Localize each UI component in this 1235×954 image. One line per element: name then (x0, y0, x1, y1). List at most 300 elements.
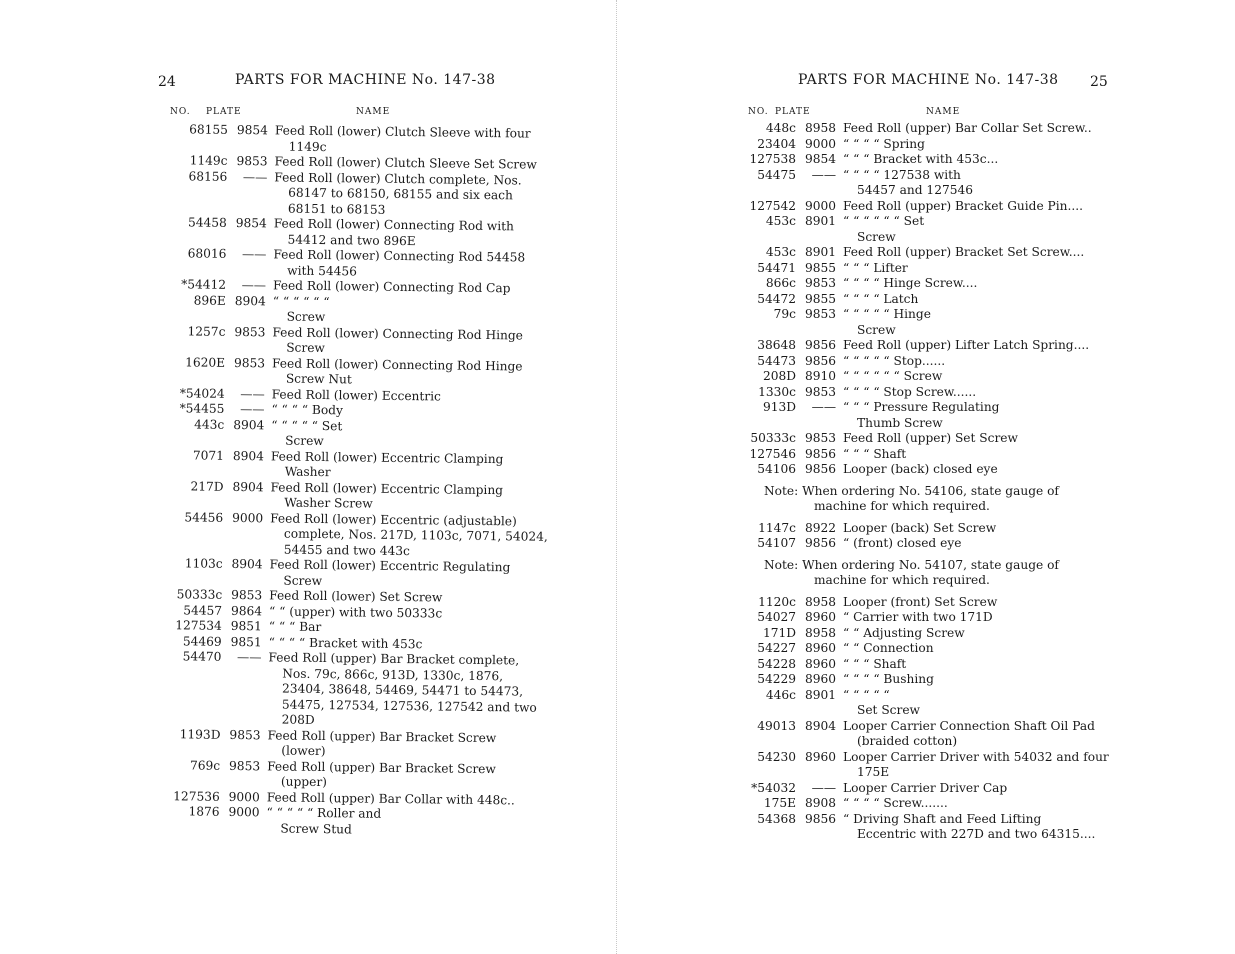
part-number: 54456 (184, 509, 224, 525)
plate-number: 8958 (804, 594, 836, 609)
part-row (156, 246, 526, 281)
plate-number: 8960 (804, 656, 836, 671)
part-name-line: 175E (857, 765, 890, 779)
part-name-line: 54475, 127534, 127536, 127542 and two (281, 697, 537, 715)
part-name-line: “ Driving Shaft and Feed Lifting (843, 811, 1042, 826)
part-name (843, 385, 1088, 401)
plate-number: —— (240, 402, 265, 417)
part-number: 1876 (188, 804, 220, 819)
part-number: 443c (194, 416, 225, 432)
part-name-line: Screw (283, 573, 323, 588)
part-name-line: “ “ “ Bar (268, 619, 322, 635)
plate-number: 8910 (804, 369, 836, 383)
part-name (843, 626, 1088, 642)
part-row (726, 536, 1078, 552)
part-row (726, 796, 1078, 812)
part-row (726, 431, 1078, 447)
part-number: 127542 (749, 198, 796, 213)
part-name-line: Looper Carrier Driver with 54032 and four (843, 749, 1109, 764)
part-name-line: (braided cotton) (857, 734, 958, 748)
part-name-line: 54455 and two 443c (283, 542, 410, 558)
part-number: *54412 (181, 277, 227, 292)
plate-number: 9853 (804, 431, 836, 445)
part-name-line: Screw (286, 309, 326, 325)
part-row (154, 447, 514, 482)
part-row (152, 556, 512, 591)
plate-number: 9853 (231, 587, 263, 603)
part-name (843, 447, 1088, 463)
part-name (843, 168, 1088, 199)
part-name-line: Feed Roll (upper) Bracket Guide Pin.... (843, 198, 1084, 213)
part-name-line: Looper (front) Set Screw (843, 594, 998, 609)
part-row (726, 369, 1078, 385)
part-number: 1149c (189, 153, 228, 168)
part-name-line: Feed Roll (lower) Eccentric Clamping (270, 448, 504, 466)
part-name-line: “ “ “ “ Screw....... (843, 796, 948, 810)
part-name-line: Washer (284, 464, 331, 480)
part-name-line: Feed Roll (lower) Eccentric Clamping (270, 479, 504, 497)
part-number: 453c (765, 214, 796, 228)
part-name-line: Feed Roll (lower) Connecting Rod Hinge (272, 324, 523, 342)
plate-number: 9000 (228, 804, 260, 820)
part-name-line: “ “ “ “ Bracket with 453c (268, 634, 423, 651)
part-name (267, 759, 512, 793)
part-name-line: “ (front) closed eye (843, 536, 962, 550)
plate-number: 8901 (804, 214, 836, 228)
part-number: 68156 (188, 168, 228, 184)
part-number: 217D (190, 478, 224, 494)
part-row (156, 215, 516, 250)
part-number: 175E (763, 796, 796, 810)
part-name-line: “ “ Connection (843, 641, 934, 655)
part-number: 54230 (757, 749, 796, 764)
ordering-note (726, 478, 1078, 521)
page-number: 24 (158, 74, 176, 90)
plate-number: 9000 (228, 789, 260, 804)
part-name-line: “ “ “ “ Hinge Screw.... (843, 276, 978, 290)
part-name-line: Feed Roll (upper) Bar Bracket Screw (267, 758, 496, 776)
part-name (843, 718, 1095, 750)
part-name (274, 123, 531, 157)
note-line: Note: When ordering No. 54107, state gauge of (764, 557, 1059, 572)
plate-number: —— (811, 780, 836, 795)
part-number: 1330c (758, 384, 796, 399)
part-row (726, 688, 1078, 719)
part-name (843, 811, 1096, 843)
part-number: 54107 (757, 536, 796, 550)
part-name-line: Looper Carrier Driver Cap (843, 780, 1008, 795)
part-name-line: “ “ “ “ “ Stop...... (843, 353, 946, 368)
part-name-line: Feed Roll (lower) Clutch complete, Nos. (274, 169, 522, 187)
plate-number: —— (811, 400, 836, 414)
part-row (150, 726, 510, 761)
plate-number: 9856 (804, 446, 836, 461)
parts-list (726, 121, 1109, 843)
left-page (0, 0, 617, 954)
part-row (726, 307, 1078, 338)
part-name (843, 641, 1088, 657)
plate-number: 9864 (230, 603, 263, 618)
part-name-line: Screw (285, 433, 324, 449)
part-name-line: 68147 to 68150, 68155 and six each (288, 185, 513, 203)
column-header-no: NO. (170, 107, 191, 117)
part-name-line: 208D (281, 712, 315, 727)
part-name (274, 170, 520, 219)
plate-number: 8904 (233, 417, 265, 432)
part-name (843, 261, 1088, 277)
part-number: 50333c (176, 587, 223, 602)
part-name-line: “ “ “ “ Stop Screw...... (843, 384, 977, 399)
part-name-line: “ “ “ “ “ (843, 687, 890, 702)
plate-number: 9853 (229, 758, 261, 773)
plate-number: 9855 (804, 291, 836, 306)
part-row (726, 595, 1078, 611)
part-number: *54032 (751, 780, 796, 795)
part-name (843, 214, 1088, 245)
part-row (153, 478, 513, 513)
part-name-line: complete, Nos. 217D, 1103c, 7071, 54024, (283, 526, 548, 544)
part-row (726, 198, 1084, 215)
part-name-line: “ “ “ “ 127538 with (843, 167, 961, 182)
part-name (266, 805, 511, 839)
part-name (843, 137, 1088, 153)
part-row (726, 245, 1085, 261)
part-name-line: Screw Stud (280, 821, 352, 836)
part-number: 54472 (757, 291, 796, 306)
part-name (843, 462, 1088, 478)
part-name (843, 292, 1088, 308)
part-number: 7071 (192, 447, 225, 463)
part-row (726, 626, 1078, 642)
part-number: 769c (189, 757, 221, 773)
part-number: 896E (193, 292, 226, 308)
part-name-line: “ “ “ “ Spring (843, 136, 925, 151)
part-name (843, 610, 1088, 626)
part-row (150, 757, 510, 792)
part-name-line: Feed Roll (upper) Set Screw (843, 431, 1018, 445)
plate-number: 9853 (804, 384, 836, 399)
plate-number: 9853 (236, 153, 268, 169)
plate-number: 8904 (232, 448, 265, 463)
plate-number: 9856 (804, 353, 836, 368)
part-number: 1257c (187, 323, 226, 339)
parts-list (149, 122, 548, 839)
part-row (726, 641, 1078, 657)
part-row (726, 462, 1078, 478)
part-name-line: Feed Roll (lower) Connecting Rod Hinge (271, 355, 523, 373)
part-name-line: Screw (857, 322, 896, 337)
note-line: Note: When ordering No. 54106, state gauge of (764, 483, 1059, 498)
part-row (726, 521, 1078, 537)
part-number: 127538 (749, 152, 796, 166)
part-row (158, 122, 531, 157)
part-row (726, 447, 1078, 463)
part-row (149, 804, 509, 839)
part-row (726, 168, 1078, 199)
part-number: 54458 (187, 215, 227, 230)
part-name (843, 199, 1088, 215)
part-name (843, 276, 1088, 292)
part-row (726, 137, 1078, 153)
part-number: 54106 (757, 462, 796, 476)
column-header-plate: PLATE (775, 107, 811, 117)
part-name-line: “ “ “ “ “ “ Set (843, 214, 925, 228)
part-number: 1120c (758, 594, 796, 609)
part-number: *54024 (179, 385, 225, 401)
part-name-line: “ “ “ Bracket with 453c... (843, 152, 999, 166)
part-row (726, 749, 1109, 781)
part-number: 913D (762, 400, 796, 414)
part-name (272, 324, 523, 359)
part-row (156, 292, 516, 327)
plate-number: —— (237, 650, 262, 665)
part-number: 54470 (182, 649, 222, 664)
part-name (843, 245, 1088, 261)
plate-number: 8904 (231, 556, 263, 572)
part-row (726, 152, 1078, 168)
part-name-line: 1149c (288, 139, 327, 154)
plate-number: 9853 (234, 324, 266, 339)
plate-number: 9853 (233, 355, 266, 370)
part-name-line: Feed Roll (lower) Connecting Rod with (273, 216, 514, 234)
part-number: 23404 (757, 136, 796, 151)
part-row (157, 168, 522, 219)
part-name-line: Looper (back) closed eye (843, 462, 998, 476)
part-name-line: Washer Screw (284, 495, 373, 511)
column-header-no: NO. (748, 107, 769, 117)
part-number: 68155 (189, 122, 228, 137)
part-name (268, 650, 537, 730)
part-row (154, 416, 514, 451)
part-row (155, 354, 523, 389)
part-name-line: “ “ “ “ “ Roller and (266, 805, 382, 821)
part-name (843, 152, 1088, 168)
part-name (273, 247, 526, 281)
plate-number: 8904 (804, 718, 836, 733)
part-name-line: “ “ “ “ Body (271, 402, 343, 418)
part-number: 171D (762, 625, 796, 640)
part-name-line: (upper) (280, 774, 328, 790)
part-number: 453c (765, 245, 796, 259)
part-name (267, 728, 512, 762)
part-name (843, 354, 1088, 370)
part-row (726, 214, 1078, 245)
part-row (726, 276, 1078, 292)
part-row (155, 323, 523, 358)
part-name (843, 672, 1088, 688)
part-name (270, 510, 548, 560)
part-name-line: “ “ “ “ “ “ Screw (843, 369, 943, 383)
part-name-line: Feed Roll (upper) Bracket Set Screw.... (843, 245, 1085, 259)
part-name-line: Eccentric with 227D and two 64315.... (857, 827, 1096, 841)
plate-number: 8958 (804, 121, 836, 135)
part-name-line: Feed Roll (upper) Bar Collar with 448c.. (266, 789, 515, 807)
part-row (726, 261, 1078, 277)
part-number: 54473 (757, 353, 796, 368)
part-row (726, 718, 1095, 750)
part-name (843, 657, 1088, 673)
part-name-line: Thumb Screw (857, 415, 943, 430)
part-number: 68016 (187, 246, 227, 261)
part-name-line: “ “ “ Shaft (843, 446, 907, 461)
part-name-line: “ “ “ “ “ “ (272, 293, 330, 309)
plate-number: 8960 (804, 749, 836, 764)
part-name-line: “ “ “ Pressure Regulating (843, 400, 1000, 414)
part-number: 54228 (757, 656, 796, 671)
part-name-line: Feed Roll (lower) Set Screw (269, 588, 443, 605)
part-name-line: “ “ “ “ Bushing (843, 672, 934, 686)
part-number: 38648 (757, 338, 796, 352)
plate-number: 8922 (804, 520, 836, 535)
plate-number: 9854 (804, 152, 836, 166)
plate-number: 8904 (234, 293, 266, 308)
part-name-line: Feed Roll (lower) Eccentric (adjustable) (270, 510, 517, 528)
part-name (843, 796, 1088, 812)
part-name-line: “ “ “ “ “ Hinge (843, 307, 931, 321)
part-number: *54455 (179, 401, 225, 416)
plate-number: 9855 (804, 260, 836, 275)
part-name (843, 536, 1088, 552)
plate-number: 8958 (804, 625, 836, 640)
part-row (726, 338, 1090, 354)
part-name-line: (lower) (281, 743, 326, 759)
part-name-line: Feed Roll (lower) Clutch Sleeve Set Screw (274, 154, 537, 172)
plate-number: —— (811, 167, 836, 182)
part-row (726, 385, 1078, 401)
part-row (726, 657, 1078, 673)
part-name-line: with 54456 (287, 263, 358, 278)
part-name (273, 216, 518, 250)
page-number: 25 (1090, 74, 1108, 90)
part-number: 446c (765, 687, 796, 702)
part-name-line: Screw Nut (285, 371, 352, 387)
right-page (618, 0, 1235, 954)
plate-number: 9856 (804, 338, 836, 352)
plate-number: 9854 (236, 122, 268, 138)
part-name-line: “ “ Adjusting Screw (843, 625, 965, 640)
part-row (726, 610, 1078, 626)
ordering-note (726, 552, 1078, 595)
part-name (843, 400, 1088, 431)
plate-number: 9856 (804, 811, 836, 826)
part-name (843, 121, 1092, 137)
part-number: 208D (762, 369, 796, 383)
plate-number: —— (240, 386, 265, 401)
part-name (843, 307, 1088, 338)
running-head: PARTS FOR MACHINE No. 147-38 (235, 72, 496, 88)
part-number: 54469 (182, 633, 222, 649)
part-name-line: Feed Roll (lower) Clutch Sleeve with four (274, 123, 531, 141)
part-name-line: 54412 and two 896E (287, 232, 416, 248)
column-header-name: NAME (356, 107, 391, 117)
part-name (843, 521, 1088, 537)
column-header-plate: PLATE (206, 107, 242, 117)
part-name-line: Feed Roll (lower) Connecting Rod Cap (272, 278, 511, 296)
plate-number: 8901 (804, 245, 836, 259)
part-name-line: “ Carrier with two 171D (843, 610, 993, 624)
part-name-line: Set Screw (857, 703, 920, 717)
part-number: 54457 (183, 602, 223, 618)
part-row (726, 400, 1078, 431)
part-name-line: “ “ “ “ “ Set (271, 417, 343, 433)
part-row (151, 649, 537, 731)
part-name (843, 369, 1088, 385)
part-name (270, 480, 515, 514)
part-row (726, 354, 1078, 370)
plate-number: 9000 (804, 136, 836, 151)
part-name-line: Feed Roll (upper) Lifter Latch Spring.... (843, 338, 1090, 352)
part-number: 1620E (185, 354, 226, 370)
part-name-line: Feed Roll (lower) Eccentric Regulating (269, 557, 511, 575)
part-number: 127534 (175, 618, 222, 633)
part-number: 50333c (750, 431, 796, 445)
part-name (843, 431, 1088, 447)
column-header-name: NAME (926, 107, 961, 117)
part-number: 54471 (757, 260, 796, 275)
plate-number: 8960 (804, 641, 836, 655)
part-name-line: Feed Roll (upper) Bar Bracket complete, (268, 650, 520, 668)
plate-number: 9851 (230, 634, 262, 649)
part-name (843, 595, 1088, 611)
part-name-line: “ “ “ Lifter (843, 260, 908, 275)
part-name-line: Feed Roll (upper) Bar Collar Set Screw.. (843, 121, 1092, 135)
part-number: 54475 (757, 167, 796, 182)
part-name-line: 54457 and 127546 (857, 183, 973, 197)
part-name (843, 749, 1109, 781)
part-name-line: 68151 to 68153 (287, 201, 386, 217)
part-name (271, 449, 516, 483)
part-number: 127536 (173, 788, 220, 804)
plate-number: 9853 (804, 307, 836, 321)
part-name-line: “ “ “ Shaft (843, 656, 907, 671)
part-name-line: “ “ “ “ Latch (843, 291, 919, 306)
plate-number: 9856 (804, 462, 836, 476)
part-name-line: Feed Roll (upper) Bar Bracket Screw (267, 727, 497, 745)
plate-number: 9000 (804, 198, 836, 213)
part-name (271, 418, 516, 452)
part-row (726, 672, 1078, 688)
part-number: 1193D (179, 726, 221, 742)
part-name-line: Screw (857, 229, 896, 244)
part-name-line: Looper (back) Set Screw (843, 520, 997, 535)
plate-number: 9856 (804, 536, 836, 550)
plate-number: 8901 (804, 687, 836, 702)
part-name-line: Feed Roll (lower) Connecting Rod 54458 (273, 247, 526, 265)
plate-number: —— (242, 169, 268, 184)
part-name (843, 781, 1088, 797)
part-name (271, 355, 523, 390)
running-head: PARTS FOR MACHINE No. 147-38 (798, 72, 1059, 88)
plate-number: 9851 (230, 618, 262, 634)
part-name-line: “ “ (upper) with two 50333c (268, 603, 443, 621)
plate-number: 9853 (804, 276, 836, 290)
part-name-line: Nos. 79c, 866c, 913D, 1330c, 1876, (282, 666, 504, 683)
plate-number: 9000 (232, 510, 264, 525)
note-line: machine for which required. (814, 499, 990, 513)
part-number: 54229 (757, 672, 796, 686)
part-name (269, 557, 514, 591)
part-row (726, 292, 1078, 308)
part-name (843, 338, 1088, 354)
part-name-line: Feed Roll (lower) Eccentric (271, 386, 441, 403)
plate-number: —— (241, 278, 267, 293)
part-number: 866c (765, 276, 796, 290)
plate-number: 9853 (229, 727, 261, 742)
part-number: 79c (773, 307, 796, 321)
note-line: machine for which required. (814, 573, 990, 587)
plate-number: 9854 (235, 215, 267, 231)
part-number: 54227 (757, 641, 796, 655)
